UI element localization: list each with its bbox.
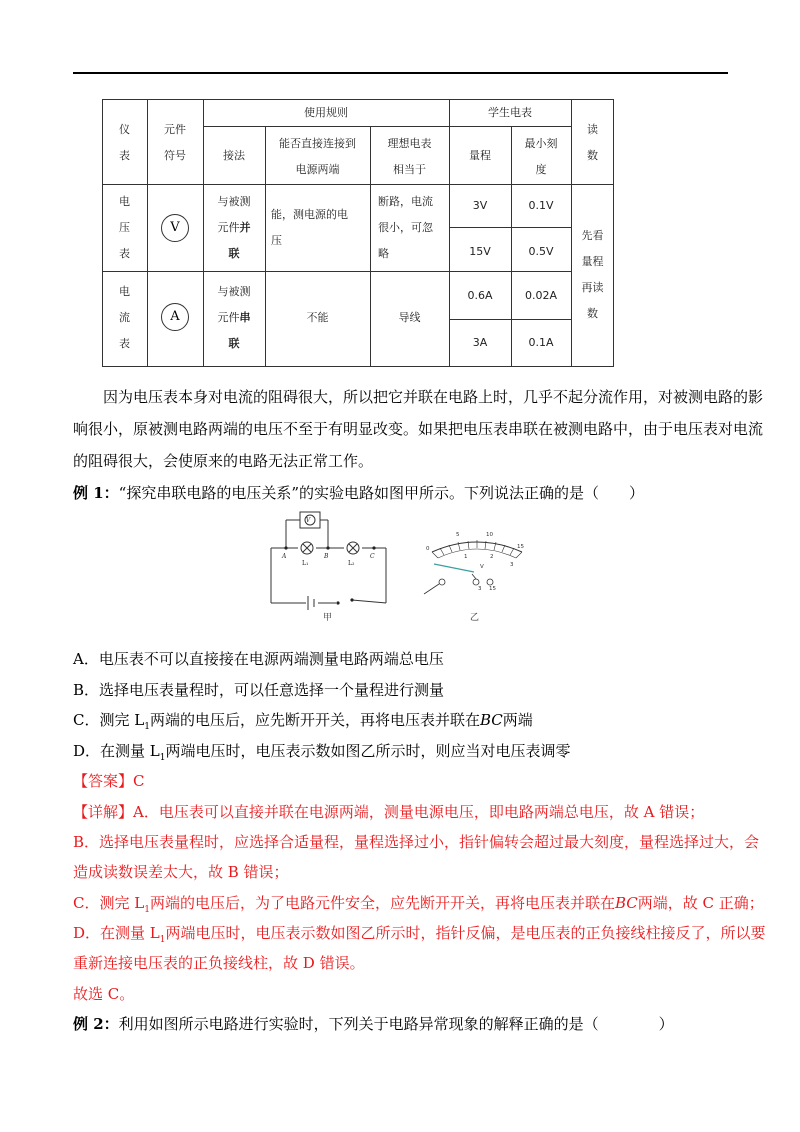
ex1-detail-4 [73,917,766,949]
a-connect-3: 串 [239,311,251,324]
hdr-range: 量程 [469,149,491,162]
ex1-label: 例 1： [73,484,119,502]
yi-scale-15: 15 [517,544,524,550]
a-name-3: 表 [119,337,130,350]
yi-term-3: 3 [478,586,482,592]
para-line-3: 的阻碍很大，会使原来的电路无法正常工作。 [73,452,374,470]
ex1-detail-2a: B．选择电压表量程时，应选择合适量程，量程选择过小，指针偏转会超过最大刻度，量程选择过大，会 [73,833,760,851]
yi-scale-10: 10 [486,532,493,538]
opt-c-italic: BC [479,711,503,729]
yi-term-15: 15 [489,586,496,592]
ex2-text: 利用如图所示电路进行实验时，下列关于电路异常现象的解释正确的是（ ） [118,1015,674,1033]
hdr-min-2: 度 [535,163,547,176]
hdr-instrument-1: 仪 [119,123,130,136]
opt-c-part2: 两端的电压后，应先断开开关，再将电压表并联在 [149,711,480,729]
ex1-option-c [73,704,533,736]
jia-label-b: B [324,553,329,560]
yi-scale-1: 1 [464,554,468,560]
a-name-2: 流 [119,311,130,324]
d3-part2: 两端的电压后，为了电路元件安全，应先断开开关，再将电压表并联在 [149,894,615,912]
v-range-2: 15V [469,245,491,258]
d4-sub: 1 [159,935,166,945]
jia-label-c: C [370,553,375,560]
opt-c-part3: 两端 [502,711,533,729]
hdr-connect: 接法 [223,149,245,162]
a-min-1: 0.02A [524,289,558,302]
hdr-symbol-1: 元件 [164,123,186,136]
para-line-2: 响很小，原被测电路两端的电压不至于有明显改变。如果把电压表串联在被测电路中，由于电压表对电流 [73,420,764,438]
jia-label-a: A [282,553,287,560]
opt-c-part1: C．测完 L [73,711,145,729]
ex2-label: 例 2： [73,1015,119,1033]
hdr-ideal-2: 相当于 [393,163,426,176]
hdr-read-2: 数 [587,149,598,162]
hdr-student: 学生电表 [488,106,532,119]
hdr-read-1: 读 [587,123,598,136]
ex1-choose: 故选 C。 [73,985,135,1003]
v-ideal-1: 断路，电流 [378,195,433,208]
ex1-option-a: A．电压表不可以直接接在电源两端测量电路两端总电压 [73,650,444,668]
v-connect-4: 联 [228,247,240,260]
yi-scale-2: 2 [490,554,494,560]
yi-scale-0: 0 [426,546,430,552]
read-4: 数 [587,307,598,320]
v-min-2: 0.5V [528,245,554,258]
a-name-1: 电 [119,285,130,298]
v-connect-1: 与被测 [217,195,251,208]
d4-part1: D．在测量 L [73,924,160,942]
read-1: 先看 [581,229,604,242]
ammeter-symbol: A [161,303,189,331]
opt-c-sub: 1 [144,722,150,732]
ex1-detail-1: 【详解】A．电压表可以直接并联在电源两端，测量电源电压，即电路两端总电压，故 A 错误； [73,803,705,821]
v-name-3: 表 [119,247,130,260]
hdr-direct-2: 电源两端 [295,163,340,176]
read-3: 再读 [581,281,604,294]
ex1-answer: 【答案】C [73,772,145,790]
v-name-1: 电 [119,195,130,208]
yi-scale-5: 5 [456,532,460,538]
ex1-option-d [73,735,571,767]
header-rule [73,72,728,74]
yi-scale-3: 3 [510,562,514,568]
d3-sub: 1 [144,905,150,915]
v-ideal-2: 很小，可忽 [378,221,433,234]
hdr-direct-1: 能否直接连接到 [279,137,356,150]
v-min-1: 0.1V [528,199,554,212]
a-min-2: 0.1A [528,336,554,349]
a-ideal: 导线 [398,311,421,324]
v-connect-3: 并 [239,221,251,234]
meter-table [102,99,614,367]
ex1-text: “探究串联电路的电压关系”的实验电路如图甲所示。下列说法正确的是（ ） [118,484,645,502]
a-range-2: 3A [472,336,488,349]
ex1-question [73,477,644,509]
d3-italic: BC [614,894,638,912]
caption-jia: 甲 [323,613,333,623]
opt-d-part2: 两端电压时，电压表示数如图乙所示时，则应当对电压表调零 [165,742,571,760]
hdr-symbol-2: 符号 [164,149,186,162]
ex1-detail-4c: 重新连接电压表的正负接线柱，故 D 错误。 [73,954,365,972]
a-connect-2: 元件 [217,311,240,324]
a-connect-4: 联 [228,337,240,350]
hdr-min-1: 最小刻 [524,137,558,150]
d3-part3: 两端，故 C 正确； [637,894,764,912]
a-range-1: 0.6A [467,289,493,302]
opt-d-part1: D．在测量 L [73,742,160,760]
voltmeter-symbol: V [161,214,189,242]
hdr-rules: 使用规则 [304,106,348,119]
v-connect-2: 元件 [217,221,240,234]
jia-label-v: V [305,517,311,524]
hdr-ideal-1: 理想电表 [387,137,432,150]
ex1-detail-3 [73,887,764,919]
v-ideal-3: 略 [378,247,389,260]
yi-unit: V [480,564,484,570]
a-connect-1: 与被测 [217,285,251,298]
v-direct-2: 压 [271,234,282,247]
ex1-option-b: B．选择电压表量程时，可以任意选择一个量程进行测量 [73,681,445,699]
ex2-question [73,1008,674,1040]
read-2: 量程 [581,255,604,268]
figure-circuit-jia [268,508,398,623]
jia-label-l1: L₁ [302,560,309,567]
v-name-2: 压 [119,221,130,234]
a-direct: 不能 [306,311,329,324]
d3-part1: C．测完 L [73,894,145,912]
d4-part2: 两端电压时，电压表示数如图乙所示时，指针反偏，是电压表的正负接线柱接反了，所以要 [165,924,766,942]
caption-yi: 乙 [470,613,480,623]
ex1-detail-2b: 造成读数误差太大，故 B 错误； [73,863,289,881]
figure-voltmeter-yi [422,524,532,624]
jia-label-l2: L₂ [348,560,355,567]
v-range-1: 3V [472,199,488,212]
opt-d-sub: 1 [159,753,166,763]
hdr-instrument-2: 表 [119,149,130,162]
v-direct-1: 能，测电源的电 [271,208,348,221]
para-line-1: 因为电压表本身对电流的阻碍很大，所以把它并联在电路上时，几乎不起分流作用，对被测电路的影 [103,388,764,406]
